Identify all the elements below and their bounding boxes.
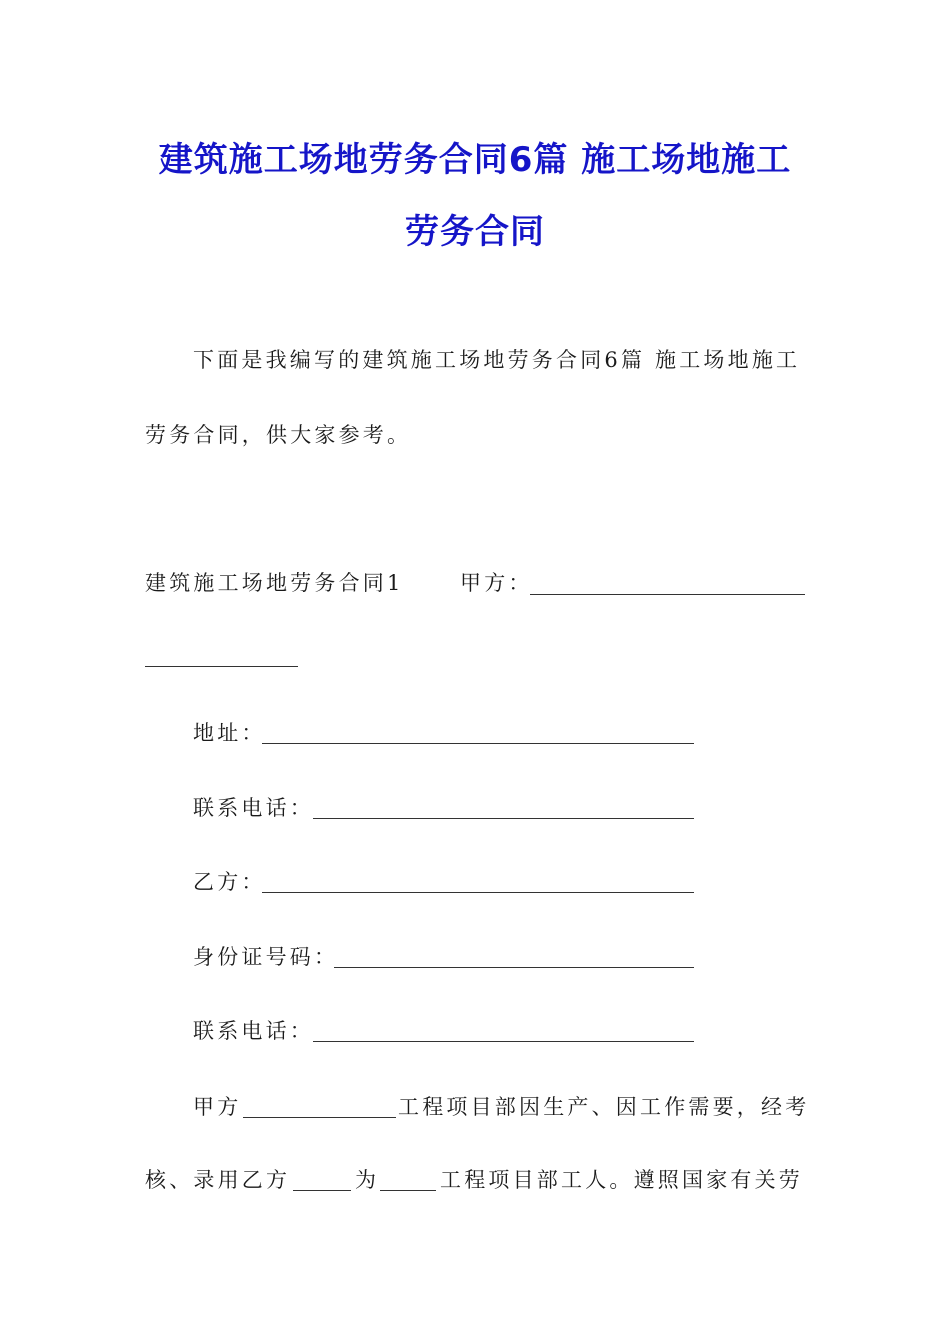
body-line-1-a: 甲方 [193, 1095, 242, 1119]
document-title-line-1: 建筑施工场地劳务合同6篇 施工场地施工 [158, 140, 792, 180]
phone-blank-1[interactable] [313, 818, 694, 819]
document-title-line-2: 劳务合同 [405, 212, 545, 252]
address-label: 地址： [193, 721, 266, 745]
project-name-blank[interactable] [243, 1117, 396, 1118]
intro-paragraph-line-2: 劳务合同，供大家参考。 [145, 423, 412, 447]
address-row [193, 719, 266, 747]
body-line-2-b: 为 [355, 1168, 380, 1192]
address-blank[interactable] [262, 743, 694, 744]
intro-paragraph-line-1: 下面是我编写的建筑施工场地劳务合同6篇 施工场地施工 [193, 348, 801, 372]
phone-blank-2[interactable] [313, 1041, 694, 1042]
body-line-1-start [193, 1093, 241, 1121]
id-row [193, 943, 338, 971]
party-a-row [460, 569, 533, 597]
id-blank[interactable] [334, 967, 694, 968]
phone-label-1: 联系电话： [193, 796, 314, 820]
party-a-blank[interactable] [530, 594, 805, 595]
body-line-2-start [145, 1166, 290, 1194]
party-b-row [193, 868, 266, 896]
body-line-1-end [398, 1093, 809, 1121]
party-a-label: 甲方： [460, 571, 533, 595]
phone-label-2: 联系电话： [193, 1019, 314, 1043]
party-b-name-blank[interactable] [293, 1190, 351, 1191]
phone-row-2 [193, 1017, 314, 1045]
body-line-2-end [440, 1166, 803, 1194]
contract-heading-row [145, 569, 404, 597]
party-a-blank-continued[interactable] [145, 666, 298, 667]
body-line-2-a: 核、录用乙方 [145, 1168, 291, 1192]
contract-heading: 建筑施工场地劳务合同1 [145, 571, 404, 595]
id-label: 身份证号码： [193, 945, 339, 969]
body-line-2-mid [355, 1166, 379, 1194]
party-b-blank[interactable] [262, 892, 694, 893]
party-b-label: 乙方： [193, 870, 266, 894]
phone-row-1 [193, 794, 314, 822]
project-blank-2[interactable] [380, 1190, 436, 1191]
body-line-1-b: 工程项目部因生产、因工作需要，经考 [398, 1095, 810, 1119]
body-line-2-c: 工程项目部工人。遵照国家有关劳 [440, 1168, 803, 1192]
